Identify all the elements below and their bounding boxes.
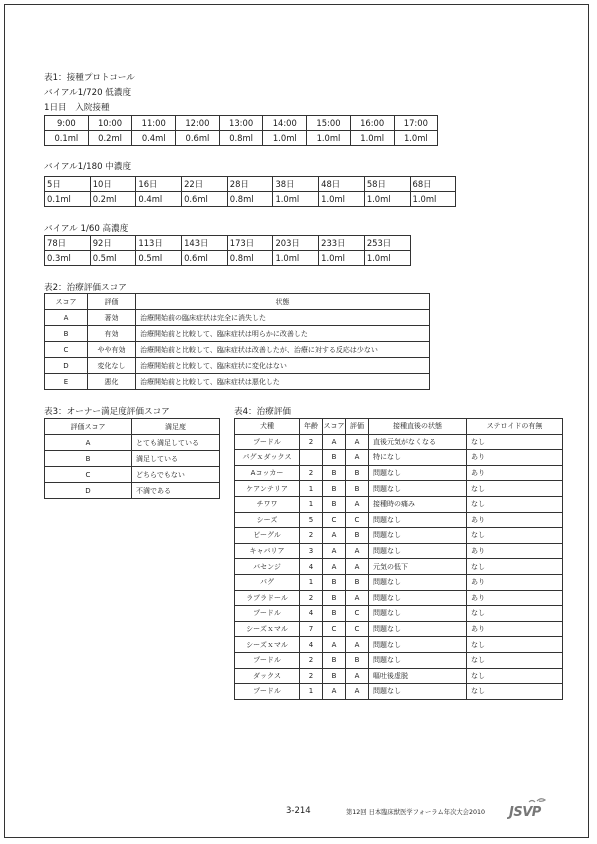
table-cell: 接種時の痛み <box>369 496 467 512</box>
table-cell: A <box>346 668 369 684</box>
table-cell: 1 <box>300 684 323 700</box>
table-cell: A <box>323 528 346 544</box>
table-cell: D <box>45 358 88 374</box>
table-cell: B <box>346 465 369 481</box>
table-cell: C <box>346 606 369 622</box>
table-cell: ダックス <box>235 668 300 684</box>
table-cell: B <box>45 326 88 342</box>
table-cell: C <box>45 342 88 358</box>
column-header: スコア <box>323 419 346 435</box>
schedule-cell: 13:00 <box>219 116 263 131</box>
schedule-cell: 78日 <box>45 236 91 251</box>
table-cell: B <box>45 451 132 467</box>
table-cell: 1 <box>300 574 323 590</box>
dose-cell: 1.0ml <box>307 131 351 146</box>
header-row <box>235 419 563 435</box>
dose-cell: 1.0ml <box>410 192 456 207</box>
schedule-cell: 16日 <box>136 177 182 192</box>
table-cell: プードル <box>235 434 300 450</box>
table-row <box>45 467 220 483</box>
table-row <box>235 481 563 497</box>
table-row <box>45 342 430 358</box>
table-row <box>45 435 220 451</box>
table-row <box>235 574 563 590</box>
dose-cell: 0.2ml <box>90 192 136 207</box>
dose-cell: 1.0ml <box>394 131 438 146</box>
table-cell: なし <box>467 684 563 700</box>
schedule-cell: 22日 <box>182 177 228 192</box>
table-cell: A <box>346 559 369 575</box>
column-header: 犬種 <box>235 419 300 435</box>
table-cell: なし <box>467 496 563 512</box>
schedule-cell: 203日 <box>273 236 319 251</box>
table-cell: A <box>323 559 346 575</box>
table-cell: B <box>323 450 346 466</box>
dose-cell: 1.0ml <box>350 131 394 146</box>
table3-title: 表3：オーナー満足度評価スコア <box>44 407 170 417</box>
table-cell: プードル <box>235 606 300 622</box>
table-cell: どちらでもない <box>132 467 220 483</box>
table-row <box>235 652 563 668</box>
table-cell: 著効 <box>88 310 136 326</box>
table-cell: A <box>323 637 346 653</box>
table-cell: プードル <box>235 684 300 700</box>
dose-cell: 0.8ml <box>219 131 263 146</box>
header-row <box>45 419 220 435</box>
table-cell: 2 <box>300 668 323 684</box>
column-header: スコア <box>45 294 88 310</box>
table-cell: 問題なし <box>369 465 467 481</box>
table-cell: 直後元気がなくなる <box>369 434 467 450</box>
table-cell: 変化なし <box>88 358 136 374</box>
schedule-cell: 10:00 <box>88 116 132 131</box>
table-cell: 治療開始前と比較して、臨床症状は改善したが、治療に対する反応は少ない <box>136 342 430 358</box>
schedule-cell: 38日 <box>273 177 319 192</box>
table-cell: B <box>323 465 346 481</box>
table-cell: A <box>323 434 346 450</box>
table-cell: 問題なし <box>369 637 467 653</box>
schedule-cell: 113日 <box>136 236 182 251</box>
table-cell: シーズｘマル <box>235 621 300 637</box>
table-cell: 3 <box>300 543 323 559</box>
table-cell: B <box>346 652 369 668</box>
dose-cell: 0.1ml <box>45 192 91 207</box>
table-cell: 2 <box>300 465 323 481</box>
table-cell: 問題なし <box>369 590 467 606</box>
dose-cell: 1.0ml <box>364 251 410 266</box>
schedule-cell: 68日 <box>410 177 456 192</box>
table-cell: A <box>346 434 369 450</box>
table-cell: C <box>346 512 369 528</box>
table-cell: キャバリア <box>235 543 300 559</box>
table-cell: なし <box>467 481 563 497</box>
vial1-label: バイアル1/720 低濃度 <box>44 88 132 98</box>
table-cell: 問題なし <box>369 684 467 700</box>
table-row <box>235 637 563 653</box>
table-cell: あり <box>467 512 563 528</box>
table-cell: 1 <box>300 481 323 497</box>
schedule-cell: 17:00 <box>394 116 438 131</box>
table-cell: あり <box>467 465 563 481</box>
table-cell: 治療開始前の臨床症状は完全に消失した <box>136 310 430 326</box>
table-row <box>235 559 563 575</box>
dose-cell: 1.0ml <box>319 251 365 266</box>
schedule-cell: 253日 <box>364 236 410 251</box>
schedule-cell: 14:00 <box>263 116 307 131</box>
table-cell: B <box>323 606 346 622</box>
column-header: 満足度 <box>132 419 220 435</box>
table-row <box>235 606 563 622</box>
dose-cell: 0.3ml <box>45 251 91 266</box>
table-cell: A <box>323 543 346 559</box>
table-cell: 5 <box>300 512 323 528</box>
table-cell: あり <box>467 574 563 590</box>
table-row <box>235 512 563 528</box>
table-cell: あり <box>467 621 563 637</box>
table-cell: A <box>346 450 369 466</box>
schedule-cell: 12:00 <box>176 116 220 131</box>
table-row <box>235 684 563 700</box>
column-header: 状態 <box>136 294 430 310</box>
dose-cell: 0.8ml <box>227 192 273 207</box>
table-cell: Aコッカー <box>235 465 300 481</box>
dose-cell: 1.0ml <box>364 192 410 207</box>
table-cell: 4 <box>300 559 323 575</box>
dose-cell: 0.4ml <box>136 192 182 207</box>
table-cell: プードル <box>235 652 300 668</box>
table-cell: 4 <box>300 637 323 653</box>
header-row <box>45 116 438 131</box>
table-cell: とても満足している <box>132 435 220 451</box>
vial3-table <box>44 235 411 266</box>
column-header: 評価 <box>88 294 136 310</box>
schedule-cell: 16:00 <box>350 116 394 131</box>
table-cell: 満足している <box>132 451 220 467</box>
vial1-day-label: 1日目 入院接種 <box>44 103 110 113</box>
table2-title: 表2：治療評価スコア <box>44 283 127 293</box>
column-header: 年齢 <box>300 419 323 435</box>
table-cell: B <box>346 528 369 544</box>
vial2-label: バイアル1/180 中濃度 <box>44 162 132 172</box>
table-cell: 不満である <box>132 483 220 499</box>
vial1-table <box>44 115 438 146</box>
table-row <box>235 496 563 512</box>
table-cell: B <box>323 668 346 684</box>
table-cell: C <box>346 621 369 637</box>
table-cell: あり <box>467 450 563 466</box>
table-cell: A <box>346 543 369 559</box>
table-cell: 2 <box>300 528 323 544</box>
schedule-cell: 11:00 <box>132 116 176 131</box>
table-cell: 治療開始前と比較して、臨床症状に変化はない <box>136 358 430 374</box>
schedule-cell: 5日 <box>45 177 91 192</box>
dose-cell: 0.6ml <box>182 251 228 266</box>
table-cell <box>300 450 323 466</box>
table-cell: あり <box>467 590 563 606</box>
table-row <box>235 668 563 684</box>
dose-cell: 0.5ml <box>136 251 182 266</box>
table-cell: あり <box>467 543 563 559</box>
table-cell: なし <box>467 434 563 450</box>
table-cell: 治療開始前と比較して、臨床症状は明らかに改善した <box>136 326 430 342</box>
table-cell: E <box>45 374 88 390</box>
table-cell: なし <box>467 652 563 668</box>
table-cell: 問題なし <box>369 481 467 497</box>
table-row <box>45 374 430 390</box>
table-cell: パグ <box>235 574 300 590</box>
table-row <box>45 451 220 467</box>
table-cell: 2 <box>300 590 323 606</box>
table-cell: パグｘダックス <box>235 450 300 466</box>
table-cell: 2 <box>300 434 323 450</box>
dose-cell: 0.6ml <box>182 192 228 207</box>
table-row <box>45 310 430 326</box>
table-cell: 2 <box>300 652 323 668</box>
table-cell: 問題なし <box>369 574 467 590</box>
table-cell: シーズ <box>235 512 300 528</box>
table-cell: 嘔吐後虚脱 <box>369 668 467 684</box>
schedule-cell: 173日 <box>227 236 273 251</box>
table-cell: B <box>323 652 346 668</box>
table-row <box>235 543 563 559</box>
table-cell: 問題なし <box>369 606 467 622</box>
table-cell: 4 <box>300 606 323 622</box>
header-row <box>45 236 411 251</box>
table-cell: 元気の低下 <box>369 559 467 575</box>
table-row <box>235 528 563 544</box>
table-cell: バセンジ <box>235 559 300 575</box>
dose-cell: 0.1ml <box>45 131 89 146</box>
conference-name: 第12回 日本臨床獣医学フォーラム年次大会2010 <box>346 809 486 816</box>
column-header: ステロイドの有無 <box>467 419 563 435</box>
score-table <box>44 293 430 390</box>
table-cell: シーズｘマル <box>235 637 300 653</box>
table-cell: B <box>323 574 346 590</box>
table-row <box>235 434 563 450</box>
table-row <box>45 483 220 499</box>
table-cell: なし <box>467 637 563 653</box>
dose-row <box>45 251 411 266</box>
table-cell: B <box>346 481 369 497</box>
table-row <box>235 450 563 466</box>
vial3-label: バイアル 1/60 高濃度 <box>44 224 129 234</box>
page-number: 3-214 <box>286 806 311 816</box>
schedule-cell: 10日 <box>90 177 136 192</box>
column-header: 評価 <box>346 419 369 435</box>
table-cell: B <box>323 481 346 497</box>
dose-cell: 1.0ml <box>263 131 307 146</box>
table-cell: 7 <box>300 621 323 637</box>
table-cell: ビーグル <box>235 528 300 544</box>
table-cell: ラブラドール <box>235 590 300 606</box>
dose-cell: 0.2ml <box>88 131 132 146</box>
schedule-cell: 9:00 <box>45 116 89 131</box>
table4-title: 表4：治療評価 <box>234 407 292 417</box>
header-row <box>45 294 430 310</box>
column-header: 評価スコア <box>45 419 132 435</box>
treatment-table <box>234 418 563 700</box>
header-row <box>45 177 456 192</box>
dose-cell: 0.4ml <box>132 131 176 146</box>
dose-cell: 1.0ml <box>273 251 319 266</box>
table-cell: 治療開始前と比較して、臨床症状は悪化した <box>136 374 430 390</box>
table-cell: 問題なし <box>369 652 467 668</box>
table-cell: A <box>45 310 88 326</box>
table-cell: A <box>346 684 369 700</box>
table-cell: 特になし <box>369 450 467 466</box>
table-cell: A <box>346 590 369 606</box>
schedule-cell: 48日 <box>319 177 365 192</box>
dose-cell: 0.6ml <box>176 131 220 146</box>
table-cell: 有効 <box>88 326 136 342</box>
table1-title: 表1：接種プロトコール <box>44 73 135 83</box>
schedule-cell: 143日 <box>182 236 228 251</box>
table-cell: A <box>346 637 369 653</box>
table-row <box>235 621 563 637</box>
table-row <box>235 465 563 481</box>
dose-row <box>45 192 456 207</box>
table-cell: なし <box>467 606 563 622</box>
table-cell: A <box>346 496 369 512</box>
svg-text:JSVP: JSVP <box>509 805 541 820</box>
table-cell: A <box>45 435 132 451</box>
dose-row <box>45 131 438 146</box>
table-row <box>45 326 430 342</box>
column-header: 接種直後の状態 <box>369 419 467 435</box>
jsvp-logo <box>507 796 553 820</box>
table-cell: C <box>323 621 346 637</box>
schedule-cell: 28日 <box>227 177 273 192</box>
schedule-cell: 58日 <box>364 177 410 192</box>
dose-cell: 0.5ml <box>90 251 136 266</box>
table-cell: B <box>323 496 346 512</box>
schedule-cell: 15:00 <box>307 116 351 131</box>
table-cell: C <box>323 512 346 528</box>
table-cell: 悪化 <box>88 374 136 390</box>
table-cell: D <box>45 483 132 499</box>
table-cell: A <box>323 684 346 700</box>
table-cell: C <box>45 467 132 483</box>
dose-cell: 1.0ml <box>273 192 319 207</box>
table-cell: 問題なし <box>369 543 467 559</box>
table-cell: 問題なし <box>369 528 467 544</box>
table-cell: チワワ <box>235 496 300 512</box>
schedule-cell: 92日 <box>90 236 136 251</box>
table-cell: B <box>346 574 369 590</box>
table-cell: 問題なし <box>369 621 467 637</box>
table-cell: ケアンテリア <box>235 481 300 497</box>
table-cell: なし <box>467 528 563 544</box>
table-cell: B <box>323 590 346 606</box>
table-row <box>45 358 430 374</box>
table-cell: なし <box>467 668 563 684</box>
table-cell: 1 <box>300 496 323 512</box>
vial2-table <box>44 176 456 207</box>
table-row <box>235 590 563 606</box>
schedule-cell: 233日 <box>319 236 365 251</box>
table-cell: 問題なし <box>369 512 467 528</box>
dose-cell: 0.8ml <box>227 251 273 266</box>
table-cell: なし <box>467 559 563 575</box>
table-cell: やや有効 <box>88 342 136 358</box>
satisfaction-table <box>44 418 220 499</box>
dose-cell: 1.0ml <box>319 192 365 207</box>
